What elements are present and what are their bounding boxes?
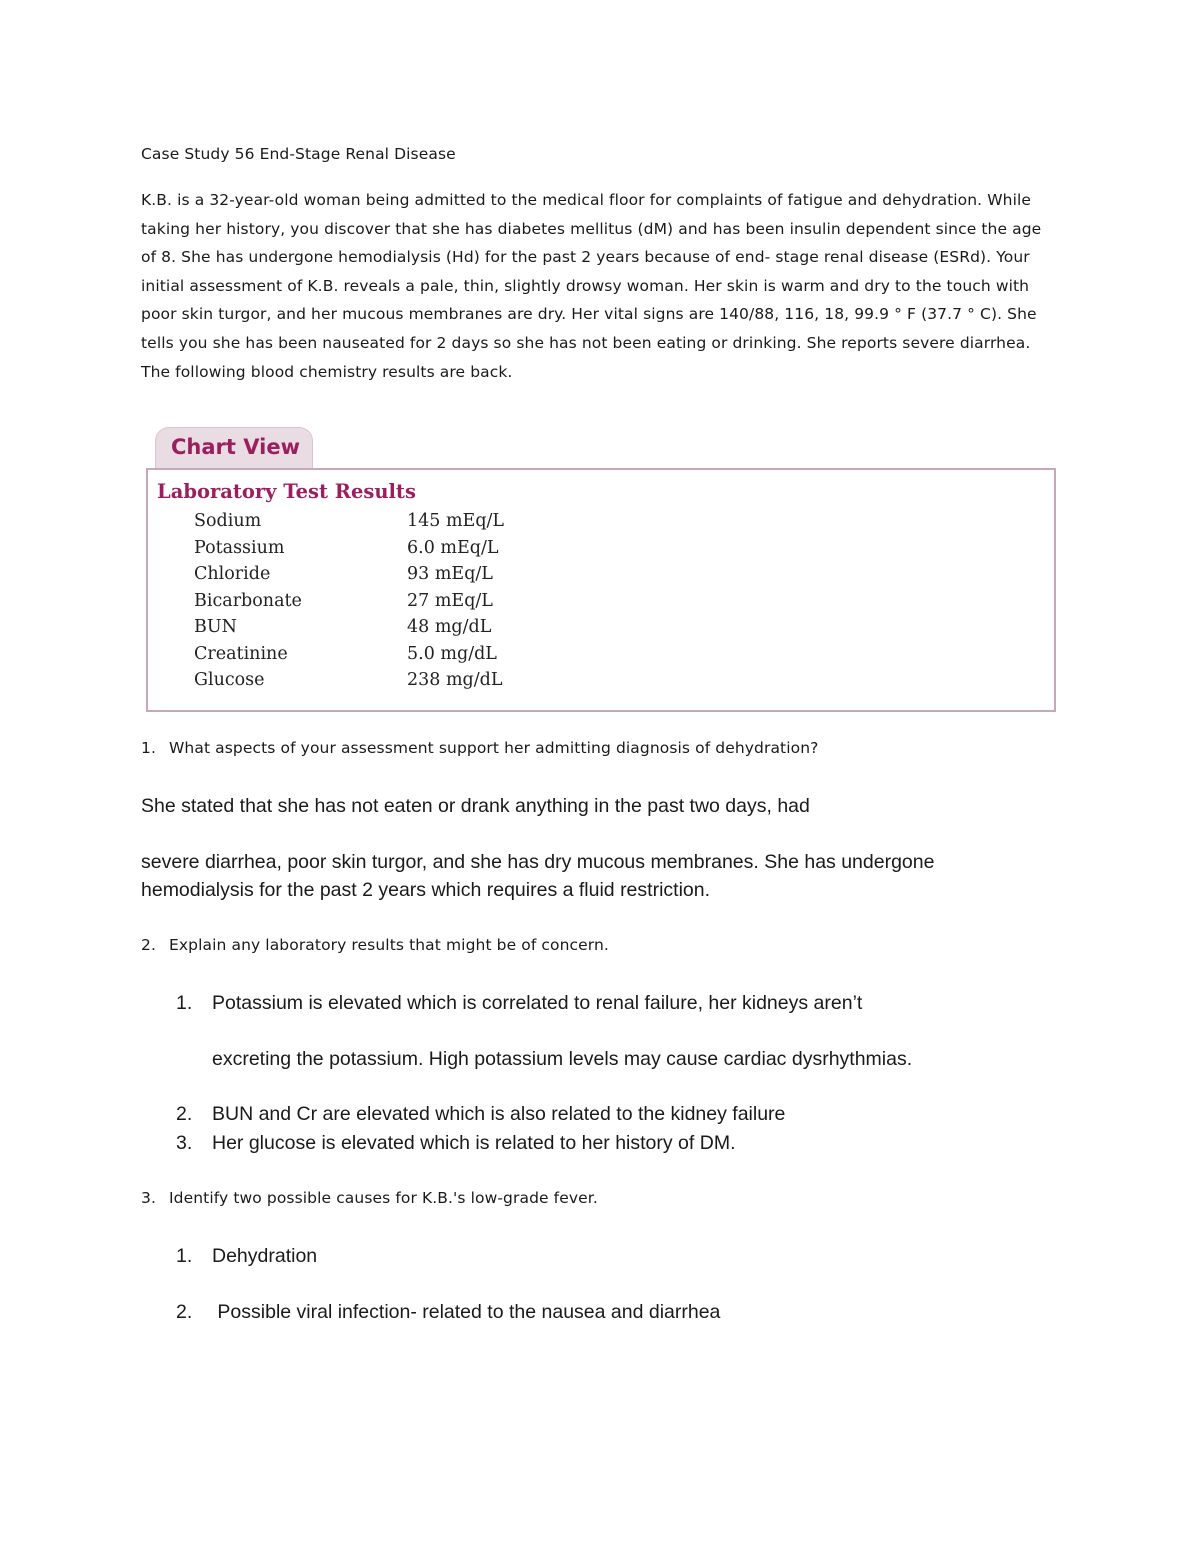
question-text: Explain any laboratory results that might be of concern.: [169, 936, 609, 954]
lab-value: 6.0 mEq/L: [407, 537, 499, 558]
question-number: 1.: [141, 739, 156, 757]
lab-name: Chloride: [194, 564, 271, 584]
list-text: BUN and Cr are elevated which is also related to the kidney failure: [212, 1103, 786, 1125]
lab-value: 5.0 mg/dL: [407, 643, 497, 664]
answer-line: hemodialysis for the past 2 years which requires a fluid restriction.: [141, 879, 711, 901]
answer-line: severe diarrhea, poor skin turgor, and she has dry mucous membranes. She has undergone: [141, 851, 935, 873]
lab-results-panel: [146, 468, 1056, 712]
document-title: Case Study 56 End-Stage Renal Disease: [141, 145, 456, 163]
lab-name: Potassium: [194, 537, 285, 558]
lab-name: BUN: [194, 617, 237, 637]
question-1: [141, 739, 818, 757]
list-number: 1.: [176, 992, 193, 1014]
question-text: What aspects of your assessment support her admitting diagnosis of dehydration?: [169, 739, 819, 757]
answer-line: She stated that she has not eaten or drank anything in the past two days, had: [141, 795, 810, 817]
lab-value: 238 mg/dL: [407, 670, 503, 690]
question-3: [141, 1189, 598, 1207]
list-text: Dehydration: [212, 1245, 318, 1267]
question-number: 3.: [141, 1189, 156, 1207]
case-intro-paragraph: K.B. is a 32-year-old woman being admitted to the medical floor for complaints of fatigue and dehydration. While taking her history, you discover that she has diabetes mellitus (dM) and has been insulin dependent since the age of 8. She has undergone hemodialysis (Hd) for the past 2 years because of end- stage renal disease (ESRd). Your initial assessment of K.B. reveals a pale, thin, slightly drowsy woman. Her skin is warm and dry to the touch with poor skin turgor, and her mucous membranes are dry. Her vital signs are 140/88, 116, 18, 99.9 ° F (37.7 ° C). She tells you she has been nauseated for 2 days so she has not been eating or drinking. She reports severe diarrhea. The following blood chemistry results are back.: [141, 191, 1042, 381]
list-number: 1.: [176, 1245, 193, 1267]
chart-view-tab-label: Chart View: [171, 435, 300, 459]
lab-results-heading: Laboratory Test Results: [157, 480, 416, 503]
lab-name: Glucose: [194, 670, 265, 690]
question-2: [141, 936, 609, 954]
lab-value: 93 mEq/L: [407, 564, 493, 584]
lab-name: Creatinine: [194, 643, 288, 664]
list-text: Possible viral infection- related to the nausea and diarrhea: [212, 1301, 721, 1323]
lab-value: 145 mEq/L: [407, 511, 505, 531]
list-text: excreting the potassium. High potassium levels may cause cardiac dysrhythmias.: [212, 1048, 913, 1070]
chart-view-tab: [155, 427, 313, 469]
list-text: Potassium is elevated which is correlated to renal failure, her kidneys aren’t: [212, 992, 863, 1014]
question-number: 2.: [141, 936, 156, 954]
lab-name: Sodium: [194, 511, 262, 531]
question-text: Identify two possible causes for K.B.'s low-grade fever.: [169, 1189, 598, 1207]
lab-value: 27 mEq/L: [407, 590, 493, 611]
list-number: 2.: [176, 1103, 193, 1125]
list-number: 3.: [176, 1132, 193, 1154]
list-number: 2.: [176, 1301, 193, 1323]
lab-value: 48 mg/dL: [407, 617, 492, 637]
lab-name: Bicarbonate: [194, 590, 302, 611]
list-text: Her glucose is elevated which is related to her history of DM.: [212, 1132, 736, 1154]
